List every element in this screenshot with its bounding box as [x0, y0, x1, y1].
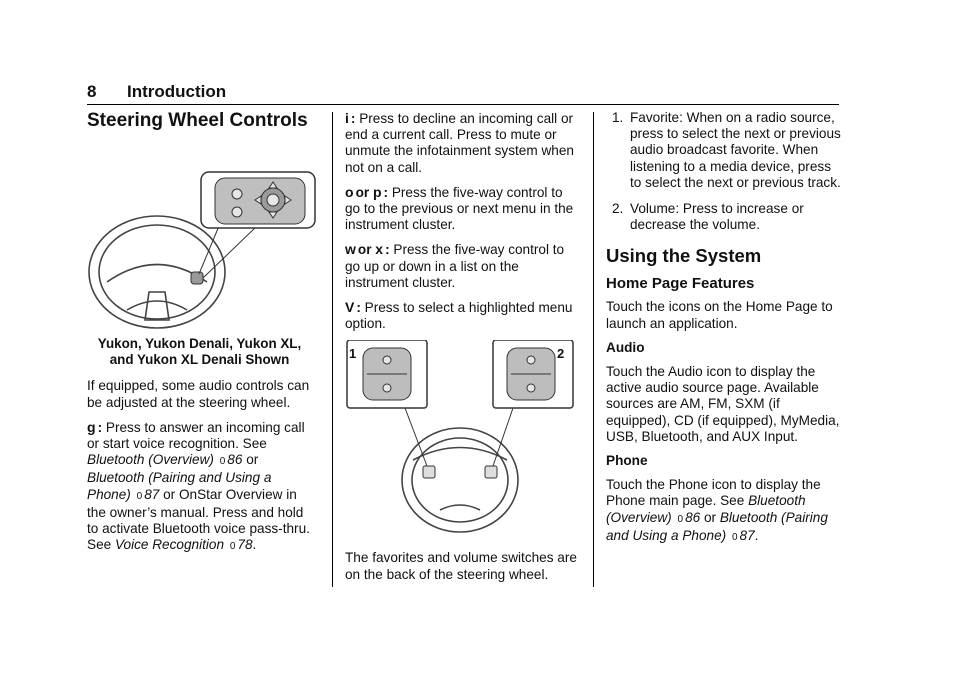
decline-call-paragraph: i : Press to decline an incoming call or end a current call. Press to mute or unmute the infotainment system when not on a call.: [345, 110, 574, 175]
page-ref-87[interactable]: 87: [739, 527, 755, 543]
back-switches-illustration: [345, 340, 575, 540]
home-page-heading: Home Page Features: [606, 275, 755, 293]
home-page-paragraph: Touch the icons on the Home Page to launch an application.: [606, 299, 833, 331]
page-ref-86[interactable]: 86: [685, 509, 701, 525]
page-ref-icon: 0: [219, 456, 226, 468]
page-ref-icon: 0: [731, 531, 738, 543]
intro-paragraph: If equipped, some audio controls can be adjusted at the steering wheel.: [87, 378, 310, 410]
up-arrow-icon: w: [345, 241, 356, 258]
list-item: 1. Favorite: When on a radio source, press to select the next or previous audio broadcast favorite. When listening to a media device, press to select the next or previous track.: [612, 110, 841, 190]
page-ref-icon: 0: [229, 541, 236, 553]
figure-label-2: 2: [557, 346, 565, 361]
checkmark-icon: V: [345, 299, 355, 316]
phone-paragraph: Touch the Phone icon to display the Phone main page. See Bluetooth (Overview) 0 86 or Bluetooth (Pairing and Using a Phone) 0 87.: [606, 477, 828, 543]
page-ref-86[interactable]: 86: [227, 452, 243, 468]
answer-call-paragraph: g : Press to answer an incoming call or start voice recognition. See Bluetooth (Overview) 0 86 or Bluetooth (Pairing and Using a Phone) 0 87 or OnStar Overview in the owner’s manual. Press and hold to activate Bluetooth voice pass-thru. See Voice Recognition 0 78.: [87, 418, 310, 553]
phone-decline-icon: i: [345, 110, 349, 126]
link-bluetooth-pairing[interactable]: Bluetooth (Pairing and Using a Phone): [87, 470, 272, 502]
page-number: 8: [87, 82, 97, 101]
column-2: [345, 110, 580, 591]
page-ref-icon: 0: [677, 513, 684, 525]
link-bluetooth-overview[interactable]: Bluetooth (Overview): [606, 493, 806, 525]
section-heading: Steering Wheel Controls: [87, 110, 308, 131]
steering-wheel-illustration: [87, 142, 317, 332]
left-right-paragraph: o or p : Press the five-way control to go to the previous or next menu in the instrument cluster.: [345, 183, 574, 233]
page-ref-icon: 0: [136, 490, 143, 502]
column-divider-2: [593, 112, 594, 587]
column-divider-1: [332, 112, 333, 587]
figure-caption: Yukon, Yukon Denali, Yukon XL, and Yukon XL Denali Shown: [97, 336, 302, 368]
link-bluetooth-pairing[interactable]: Bluetooth (Pairing and Using a Phone): [606, 509, 828, 543]
page-ref-78[interactable]: 78: [237, 537, 253, 553]
audio-paragraph: Touch the Audio icon to display the active audio source page. Available sources are AM, FM, SXM (if equipped), CD (if equipped), MyMedia, USB, Bluetooth, and AUX Input.: [606, 364, 840, 444]
link-bluetooth-overview[interactable]: Bluetooth (Overview): [87, 452, 214, 468]
figure-label-1: 1: [349, 346, 357, 361]
column-1: [87, 110, 312, 563]
link-voice-recognition[interactable]: Voice Recognition: [114, 537, 225, 553]
control-list: [606, 110, 842, 233]
list-item: 2. Volume: Press to increase or decrease the volume.: [612, 201, 804, 233]
page-header: [87, 82, 839, 105]
right-arrow-icon: p: [372, 183, 382, 200]
section-title: Introduction: [127, 82, 227, 101]
phone-answer-icon: g: [87, 418, 96, 435]
column-3: [606, 110, 842, 554]
up-down-paragraph: w or x : Press the five-way control to go up or down in a list on the instrument cluster.: [345, 241, 565, 290]
page-ref-87[interactable]: 87: [144, 486, 160, 502]
select-paragraph: V : Press to select a highlighted menu option.: [345, 299, 573, 332]
phone-heading: Phone: [606, 453, 648, 469]
audio-heading: Audio: [606, 339, 645, 355]
left-arrow-icon: o: [345, 183, 354, 200]
using-system-heading: Using the System: [606, 245, 762, 267]
back-switches-paragraph: The favorites and volume switches are on the back of the steering wheel.: [345, 550, 577, 582]
down-arrow-icon: x: [375, 241, 384, 258]
